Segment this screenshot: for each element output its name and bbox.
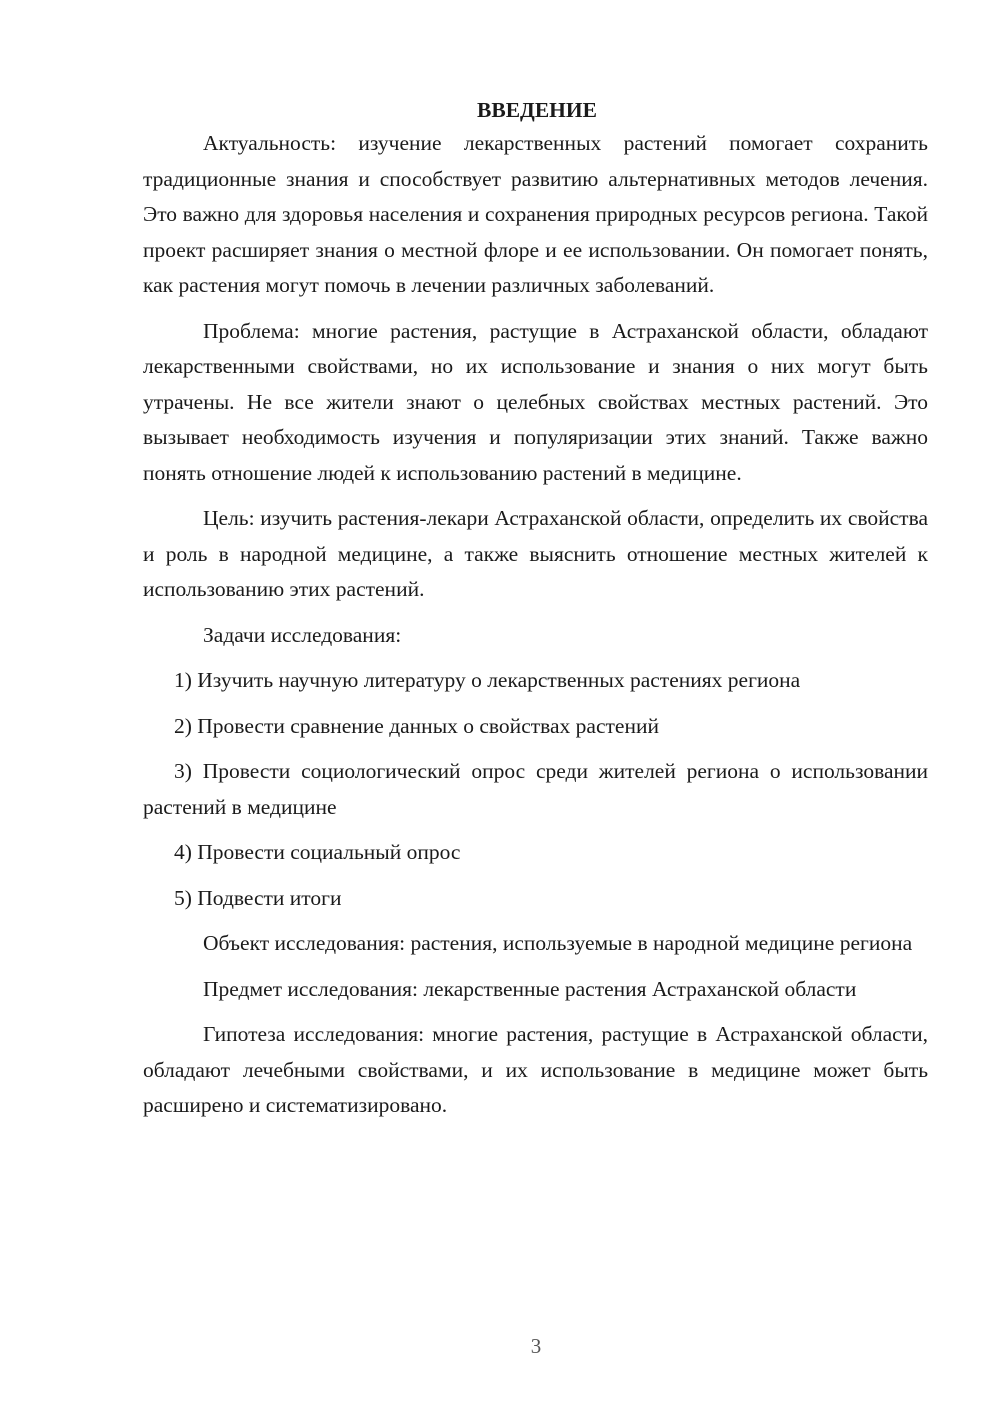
list-item: 3) Провести социологический опрос среди жителей региона о использовании растений в медицине [143,759,928,819]
paragraph-hypothesis: Гипотеза исследования: многие растения, растущие в Астраханской области, обладают лечебными свойствами, и их использование в медицине может быть расширено и систематизировано. [143,1022,928,1117]
paragraph-subject: Предмет исследования: лекарственные растения Астраханской области [203,976,857,1001]
list-item: 2) Провести сравнение данных о свойствах растений [174,713,659,738]
tasks-list [143,663,928,916]
paragraph-relevance: Актуальность: изучение лекарственных растений помогает сохранить традиционные знания и способствует развитию альтернативных методов лечения. Это важно для здоровья населения и сохранения природных ресурсов региона. Такой проект расширяет знания о местной флоре и ее использовании. Он помогает понять, как растения могут помочь в лечении различных заболеваний. [143,131,928,297]
document-page [143,94,928,1124]
list-item: 1) Изучить научную литературу о лекарственных растениях региона [174,668,801,692]
page-title: ВВЕДЕНИЕ [477,98,597,122]
list-item: 4) Провести социальный опрос [174,840,461,864]
paragraph-tasks-title: Задачи исследования: [203,622,402,647]
paragraph-goal: Цель: изучить растения-лекари Астраханской области, определить их свойства и роль в народной медицине, а также выяснить отношение местных жителей к использованию этих растений. [143,506,928,601]
paragraph-problem: Проблема: многие растения, растущие в Астраханской области, обладают лекарственными свойствами, но их использование и знания о них могут быть утрачены. Не все жители знают о целебных свойствах местных растений. Это вызывает необходимость изучения и популяризации этих знаний. Также важно понять отношение людей к использованию растений в медицине. [143,318,928,485]
list-item: 5) Подвести итоги [174,885,342,910]
page-number: 3 [530,1334,542,1358]
paragraph-object: Объект исследования: растения, используемые в народной медицине региона [203,931,913,955]
